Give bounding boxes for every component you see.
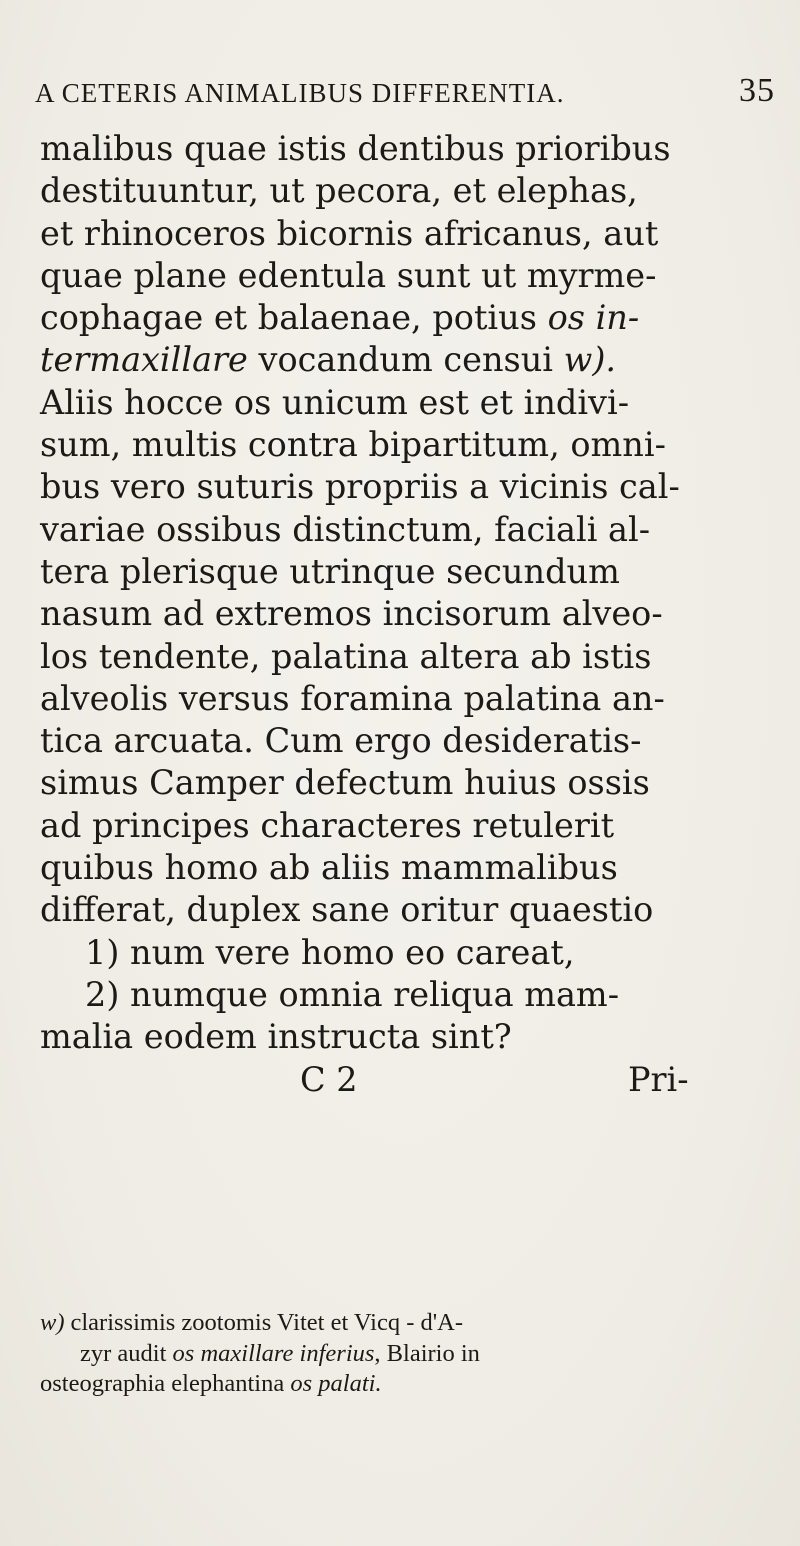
text-line: bus vero suturis propriis a vicinis cal- bbox=[40, 467, 680, 507]
page-number: 35 bbox=[739, 72, 775, 109]
footnote-line bbox=[40, 1369, 760, 1400]
text-line: nasum ad extremos incisorum alveo- bbox=[40, 594, 663, 634]
text-line: Aliis hocce os unicum est et indivi- bbox=[40, 382, 630, 422]
footnote-marker: w) bbox=[40, 1309, 65, 1336]
text-line: alveolis versus foramina palatina an- bbox=[40, 678, 665, 718]
text-line: sum, multis contra bipartitum, omni- bbox=[40, 425, 666, 465]
text-line: 1) num vere homo eo careat, bbox=[85, 932, 575, 972]
text-line: malibus quae istis dentibus prioribus bbox=[40, 129, 671, 168]
text-line: tera plerisque utrinque secundum bbox=[40, 551, 620, 591]
text-run: cophagae et balaenae, potius bbox=[40, 298, 548, 338]
catchword: Pri- bbox=[628, 1059, 689, 1099]
italic-term: os palati. bbox=[290, 1370, 382, 1397]
text-line: destituuntur, ut pecora, et elephas, bbox=[40, 171, 638, 211]
text-line: los tendente, palatina altera ab istis bbox=[40, 636, 652, 676]
signature-line bbox=[40, 1059, 760, 1101]
footnote-reference: w). bbox=[563, 340, 617, 380]
text-run: osteographia elephantina bbox=[40, 1370, 291, 1397]
text-run: clarissimis zootomis Vitet et Vicq - d'A- bbox=[70, 1309, 464, 1336]
running-title: A CETERIS ANIMALIBUS DIFFERENTIA. bbox=[35, 78, 565, 108]
italic-term: os maxillare inferius bbox=[172, 1339, 375, 1367]
italic-term: termaxillare bbox=[40, 340, 248, 380]
text-line: quibus homo ab aliis mammalibus bbox=[40, 848, 618, 888]
running-header bbox=[35, 72, 775, 118]
text-line: tica arcuata. Cum ergo desideratis- bbox=[40, 721, 642, 761]
italic-term: os in- bbox=[547, 298, 640, 338]
text-line: 2) numque omnia reliqua mam- bbox=[85, 974, 620, 1014]
text-run: , Blairio in bbox=[374, 1339, 480, 1367]
footnote-line bbox=[40, 1339, 760, 1370]
text-line bbox=[40, 339, 760, 381]
text-run: zyr audit bbox=[80, 1339, 173, 1367]
text-line: malia eodem instructa sint? bbox=[40, 1017, 512, 1057]
text-run: vocandum censui bbox=[247, 340, 564, 380]
text-line: differat, duplex sane oritur quaestio bbox=[40, 890, 654, 930]
text-line bbox=[40, 297, 760, 339]
footnote bbox=[40, 1308, 760, 1400]
text-line: quae plane edentula sunt ut myrme- bbox=[40, 255, 657, 295]
text-line: et rhinoceros bicornis africanus, aut bbox=[40, 213, 659, 253]
text-line: ad principes characteres retulerit bbox=[40, 805, 615, 845]
text-line: variae ossibus distinctum, faciali al- bbox=[40, 509, 651, 549]
footnote-line bbox=[40, 1308, 760, 1339]
signature-mark: C 2 bbox=[300, 1059, 358, 1099]
text-line: simus Camper defectum huius ossis bbox=[40, 763, 650, 803]
main-text bbox=[40, 128, 760, 1101]
